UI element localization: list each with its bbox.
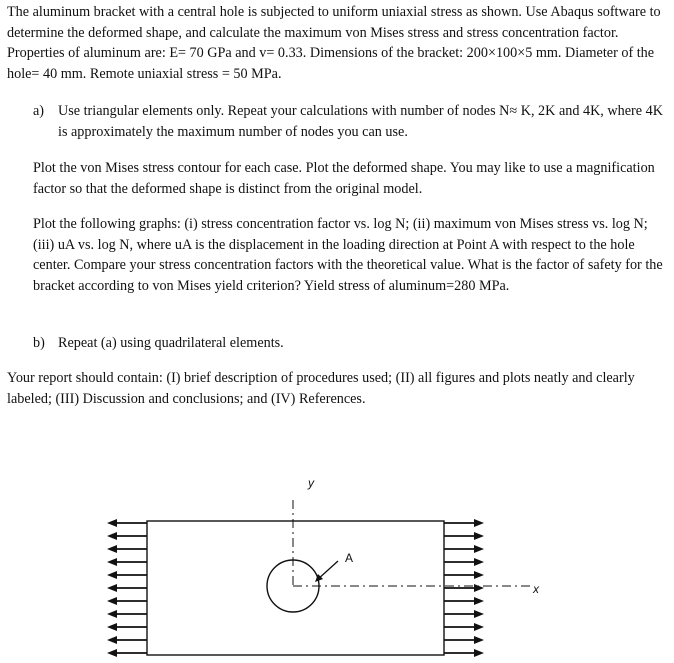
right-load-arrowhead [474,532,484,540]
report-paragraph: Your report should contain: (I) brief description of procedures used; (II) all figures and plots neatly and clearly labeled; (III) Discussion and conclusions; and (IV) References. [7,370,635,407]
right-load-arrowhead [474,597,484,605]
left-load-arrowhead [107,636,117,644]
right-load-arrowhead [474,519,484,527]
point-a-arrowhead [315,574,323,582]
left-load-arrowhead [107,597,117,605]
left-load-arrowhead [107,545,117,553]
hole [267,560,319,612]
part-a [33,101,668,143]
right-load-arrowhead [474,545,484,553]
right-load-arrowhead [474,584,484,592]
left-load-arrowhead [107,558,117,566]
part-b-label: b) [33,335,45,351]
left-load-arrowhead [107,584,117,592]
y-axis-label: y [308,476,314,490]
part-b [33,333,668,354]
point-a-arrow [317,561,338,580]
x-axis-label: x [533,582,539,596]
right-load-arrowhead [474,636,484,644]
part-b-text: Repeat (a) using quadrilateral elements. [58,335,284,351]
plot-contour-paragraph: Plot the von Mises stress contour for each case. Plot the deformed shape. You may like to use a magnification factor so that the deformed shape is distinct from the original model. [33,160,655,197]
right-load-arrowhead [474,558,484,566]
right-load-arrowhead [474,623,484,631]
left-load-arrowhead [107,649,117,657]
part-a-text: Use triangular elements only. Repeat your calculations with number of nodes N≈ K, 2K and 4K, where 4K is approximately the maximum number of nodes you can use. [58,103,663,140]
right-load-arrowhead [474,649,484,657]
right-load-arrowhead [474,610,484,618]
part-a-label: a) [33,103,45,119]
right-load-arrows [444,519,484,657]
left-load-arrowhead [107,610,117,618]
intro-paragraph: The aluminum bracket with a central hole is subjected to uniform uniaxial stress as shown. Use Abaqus software to determine the deformed shape, and calculate the maximum von Mises stress and stress concentration factor. Properties of aluminum are: E= 70 GPa and v= 0.33. Dimensions of the bracket: 200×100×5 mm. Diameter of the hole= 40 mm. Remote uniaxial stress = 50 MPa. [7,4,661,82]
left-load-arrowhead [107,519,117,527]
right-load-arrowhead [474,571,484,579]
left-load-arrowhead [107,623,117,631]
graphs-paragraph: Plot the following graphs: (i) stress concentration factor vs. log N; (ii) maximum von Mises stress vs. log N; (iii) uA vs. log N, where uA is the displacement in the loading direction at Point A with respect to the hole center. Compare your stress concentration factors with the theoretical value. What is the factor of safety for the bracket according to von Mises yield criterion? Yield stress of aluminum=280 MPa. [33,216,663,294]
left-load-arrowhead [107,532,117,540]
bracket-plate [147,521,444,655]
point-a-label: A [345,551,354,565]
left-load-arrowhead [107,571,117,579]
left-load-arrows [107,519,147,657]
